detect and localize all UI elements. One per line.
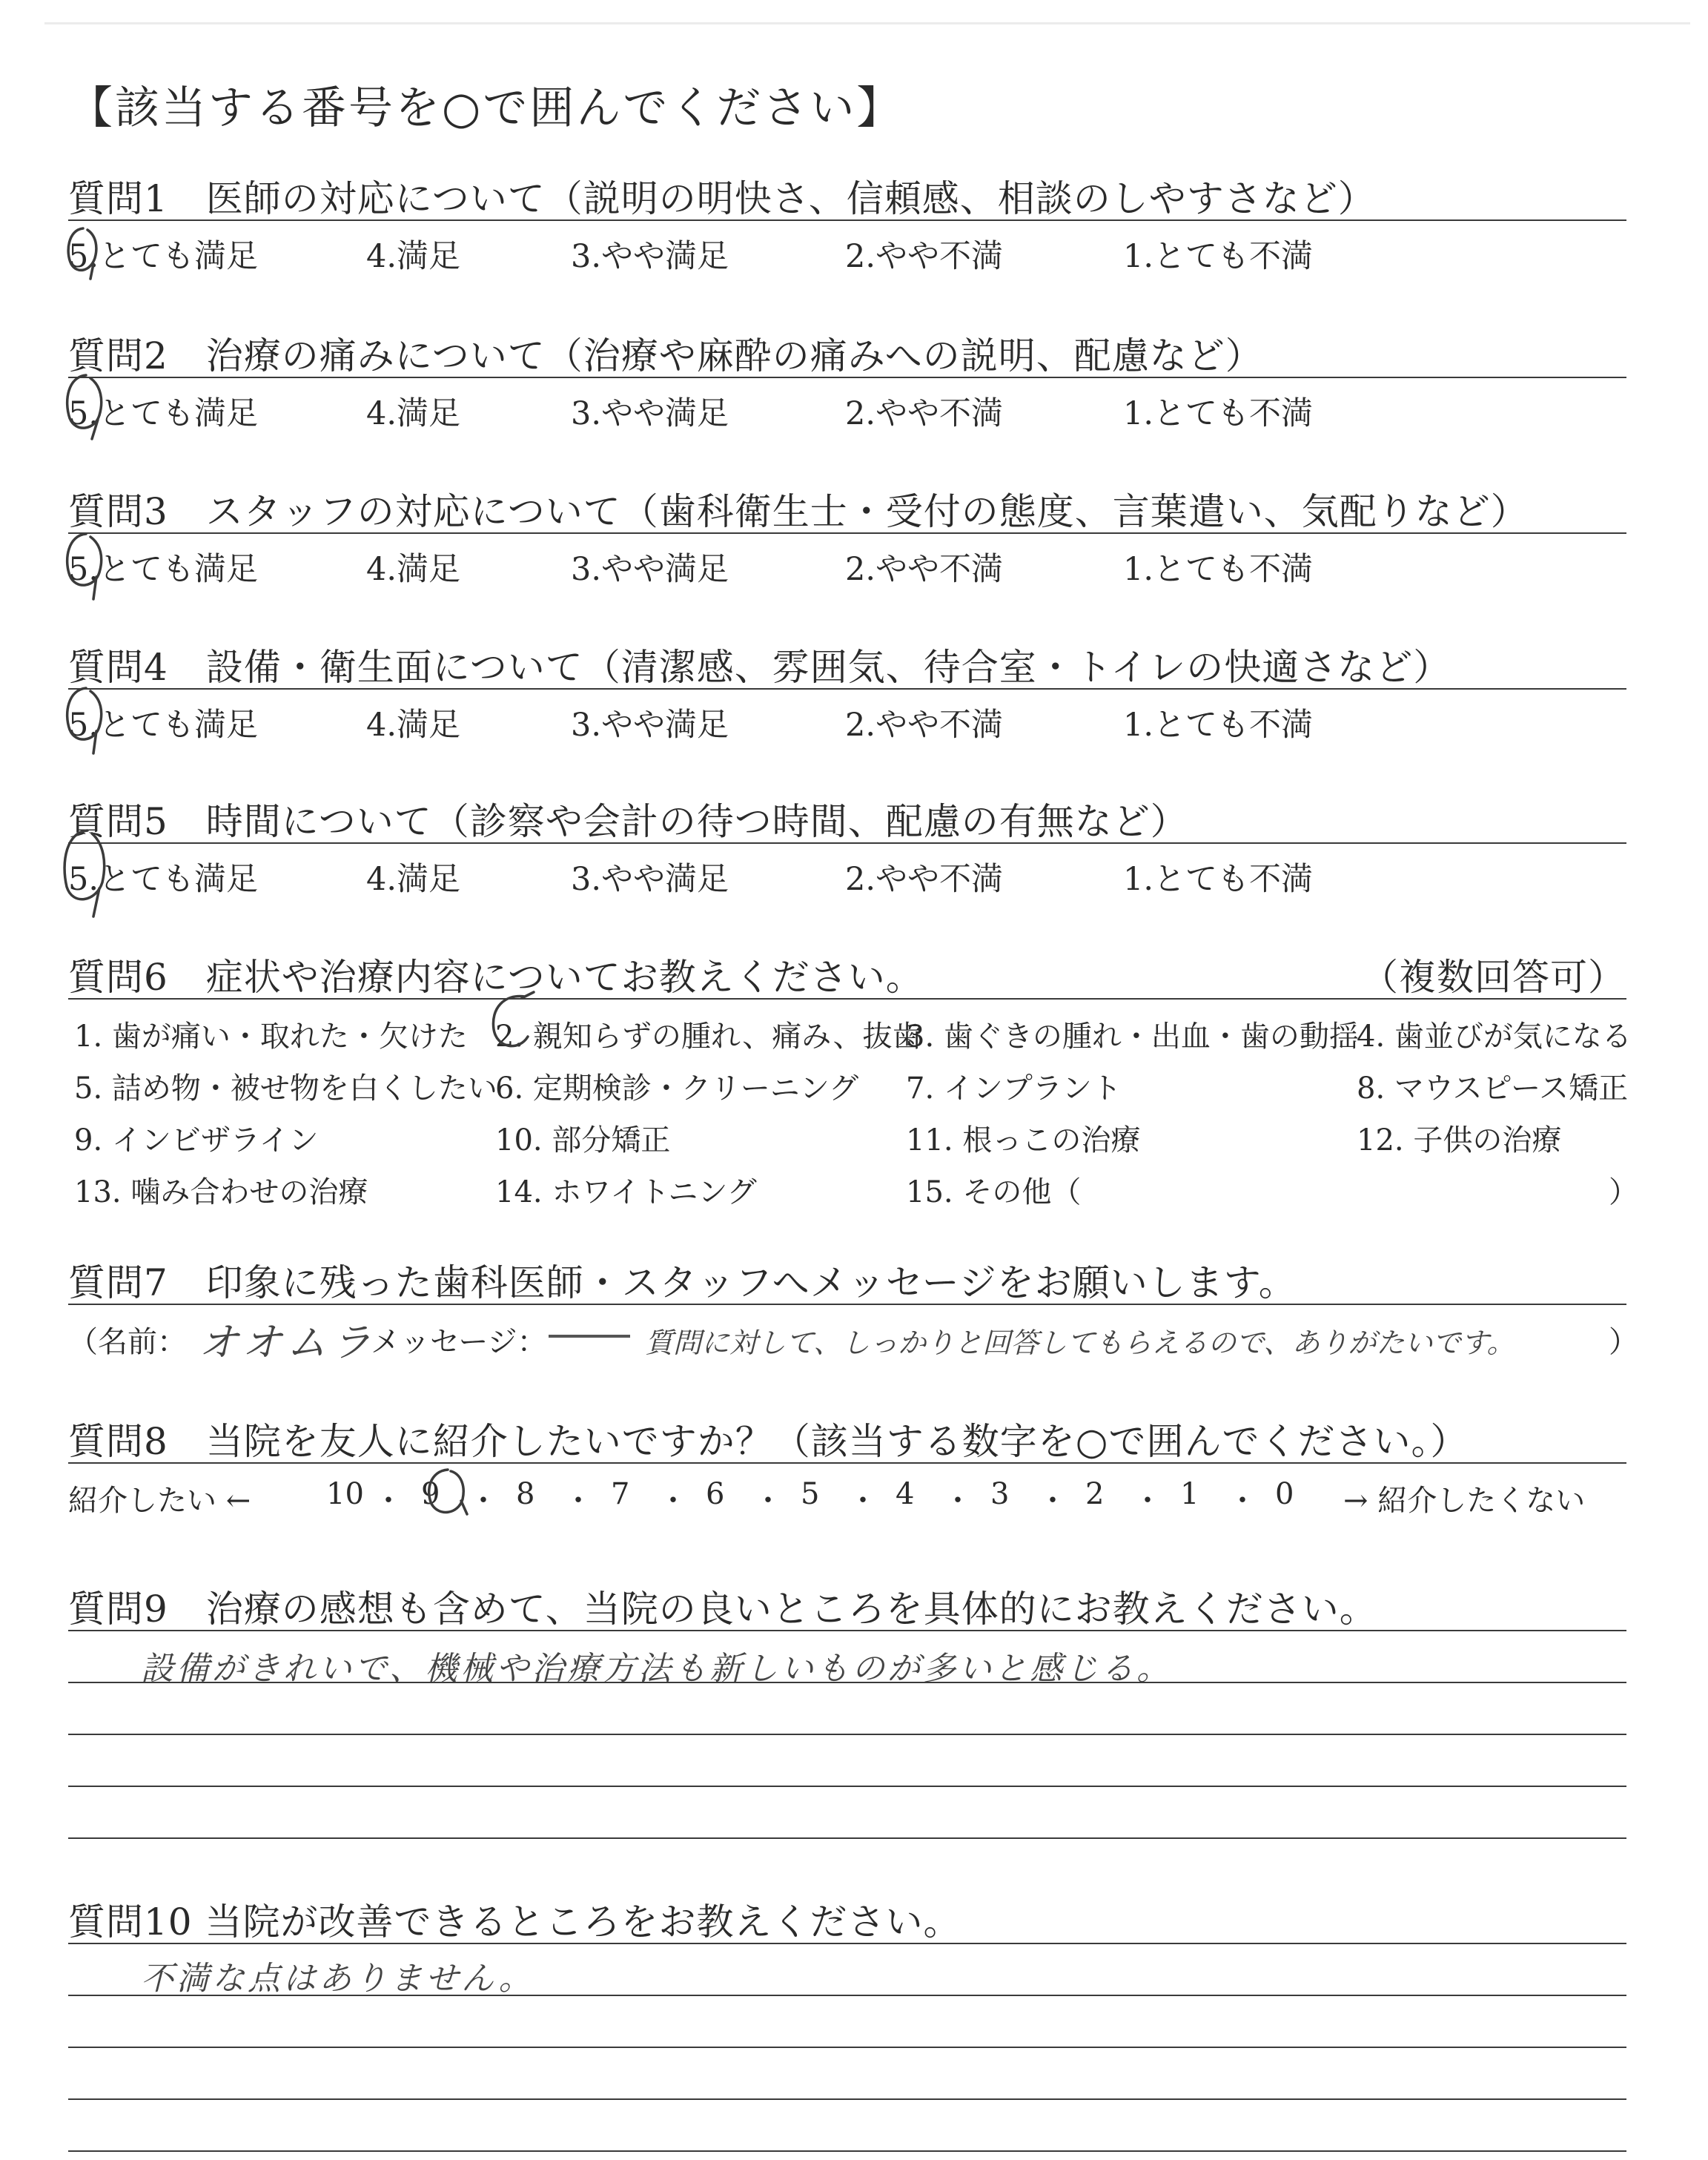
q3-option-1[interactable]: 1.とても不満 <box>1123 551 1314 588</box>
q9-rule-5 <box>68 1837 1626 1839</box>
q6-selection-circle <box>482 991 541 1057</box>
q4-option-4[interactable]: 4.満足 <box>366 707 461 744</box>
q6-item-14[interactable]: 14. ホワイトニング <box>495 1175 757 1209</box>
q3-option-5[interactable]: 5.とても満足 <box>68 551 259 588</box>
q8-scale-option-4[interactable]: 4 <box>896 1477 915 1511</box>
q6-item-8[interactable]: 8. マウスピース矯正 <box>1357 1071 1629 1106</box>
q10-rule-3 <box>68 2047 1626 2048</box>
q8-title: 質問8 当院を友人に紹介したいですか？（該当する数字を○で囲んでください。） <box>68 1420 1469 1463</box>
q8-scale-separator: ・ <box>943 1484 973 1518</box>
q6-item-10[interactable]: 10. 部分矯正 <box>495 1123 671 1157</box>
q9-rule-2 <box>68 1682 1626 1683</box>
q6-rule <box>68 998 1626 1000</box>
q6-item-7[interactable]: 7. インプラント <box>906 1071 1122 1106</box>
q6-item-15[interactable]: 15. その他（ <box>906 1175 1082 1209</box>
q6-item-9[interactable]: 9. インビザライン <box>74 1123 319 1157</box>
scan-edge <box>44 22 1690 24</box>
q2-option-1[interactable]: 1.とても不満 <box>1123 395 1314 432</box>
q6-item-12[interactable]: 12. 子供の治療 <box>1357 1123 1562 1157</box>
q6-item-4[interactable]: 4. 歯並びが気になる <box>1357 1020 1632 1054</box>
q7-rule <box>68 1304 1626 1305</box>
q6-item-5[interactable]: 5. 詰め物・被せ物を白くしたい <box>74 1071 497 1106</box>
q8-scale-option-2[interactable]: 2 <box>1085 1477 1105 1511</box>
q8-scale-option-9[interactable]: 9 <box>421 1477 440 1511</box>
q7-name-label: （名前： <box>68 1325 187 1359</box>
q7-close-paren: ） <box>1609 1325 1638 1359</box>
q9-rule-1 <box>68 1630 1626 1631</box>
q2-selection-circle <box>61 371 113 445</box>
q4-option-5[interactable]: 5.とても満足 <box>68 707 259 744</box>
q7-message-handwritten[interactable]: 質問に対して、しっかりと回答してもらえるので、ありがたいです。 <box>645 1327 1515 1359</box>
q5-selection-circle <box>58 825 117 921</box>
q6-title: 質問6 症状や治療内容についてお教えください。 <box>68 956 924 999</box>
q8-scale-separator: ・ <box>469 1484 498 1518</box>
q1-option-2[interactable]: 2.やや不満 <box>845 238 1004 275</box>
q8-rule <box>68 1462 1626 1464</box>
q4-rule <box>68 688 1626 690</box>
q3-title: 質問3 スタッフの対応について（歯科衛生士・受付の態度、言葉遣い、気配りなど） <box>68 490 1529 533</box>
q9-rule-3 <box>68 1734 1626 1735</box>
q8-scale-option-10[interactable]: 10 <box>326 1477 364 1511</box>
q5-rule <box>68 842 1626 844</box>
q4-selection-circle <box>61 684 113 758</box>
q4-option-2[interactable]: 2.やや不満 <box>845 707 1004 744</box>
q7-title: 質問7 印象に残った歯科医師・スタッフへメッセージをお願いします。 <box>68 1261 1297 1304</box>
q10-rule-2 <box>68 1995 1626 1996</box>
q8-scale-separator: ・ <box>658 1484 688 1518</box>
q9-answer-handwritten[interactable]: 設備がきれいで、機械や治療方法も新しいものが多いと感じる。 <box>141 1650 1173 1688</box>
q4-option-1[interactable]: 1.とても不満 <box>1123 707 1314 744</box>
q8-right-label: → 紹介したくない <box>1343 1484 1586 1518</box>
q9-rule-4 <box>68 1786 1626 1787</box>
q8-scale-separator: ・ <box>848 1484 878 1518</box>
q8-scale-separator: ・ <box>1038 1484 1068 1518</box>
q5-option-2[interactable]: 2.やや不満 <box>845 861 1004 898</box>
q7-message-label: メッセージ： <box>371 1325 547 1359</box>
q6-other-close: ） <box>1609 1175 1638 1209</box>
q8-scale-separator: ・ <box>1133 1484 1162 1518</box>
q8-scale-option-8[interactable]: 8 <box>516 1477 535 1511</box>
q8-scale-separator: ・ <box>1228 1484 1257 1518</box>
q8-left-label: 紹介したい ← <box>68 1484 251 1518</box>
q7-strike-scribble <box>549 1335 630 1338</box>
q2-option-3[interactable]: 3.やや満足 <box>571 395 729 432</box>
q8-scale-option-3[interactable]: 3 <box>990 1477 1010 1511</box>
q3-selection-circle <box>61 529 113 604</box>
q6-item-13[interactable]: 13. 噛み合わせの治療 <box>74 1175 368 1209</box>
q7-name-handwritten[interactable]: オオムラ <box>199 1319 376 1366</box>
q4-option-3[interactable]: 3.やや満足 <box>571 707 729 744</box>
q10-answer-handwritten[interactable]: 不満な点はありません。 <box>141 1960 534 1998</box>
instruction-heading: 【該当する番号を○で囲んでください】 <box>68 82 904 134</box>
q3-option-4[interactable]: 4.満足 <box>366 551 461 588</box>
q2-option-5[interactable]: 5.とても満足 <box>68 395 259 432</box>
q6-item-6[interactable]: 6. 定期検診・クリーニング <box>495 1071 859 1106</box>
q1-option-5[interactable]: 5.とても満足 <box>68 238 259 275</box>
q1-option-1[interactable]: 1.とても不満 <box>1123 238 1314 275</box>
q8-scale-option-5[interactable]: 5 <box>801 1477 820 1511</box>
q1-option-4[interactable]: 4.満足 <box>366 238 461 275</box>
q2-option-2[interactable]: 2.やや不満 <box>845 395 1004 432</box>
q2-rule <box>68 377 1626 378</box>
q5-option-3[interactable]: 3.やや満足 <box>571 861 729 898</box>
q3-option-3[interactable]: 3.やや満足 <box>571 551 729 588</box>
q5-option-1[interactable]: 1.とても不満 <box>1123 861 1314 898</box>
q6-multiple-note: （複数回答可） <box>1361 956 1626 999</box>
q4-title: 質問4 設備・衛生面について（清潔感、雰囲気、待合室・トイレの快適さなど） <box>68 646 1452 689</box>
q2-option-4[interactable]: 4.満足 <box>366 395 461 432</box>
q1-option-3[interactable]: 3.やや満足 <box>571 238 729 275</box>
q1-selection-circle <box>61 222 105 282</box>
q6-item-11[interactable]: 11. 根っこの治療 <box>906 1123 1141 1157</box>
q10-rule-5 <box>68 2150 1626 2152</box>
q6-item-1[interactable]: 1. 歯が痛い・取れた・欠けた <box>74 1020 468 1054</box>
q8-scale-separator: ・ <box>374 1484 403 1518</box>
q9-title: 質問9 治療の感想も含めて、当院の良いところを具体的にお教えください。 <box>68 1588 1377 1631</box>
q8-scale-option-1[interactable]: 1 <box>1180 1477 1199 1511</box>
q6-item-3[interactable]: 3. 歯ぐきの腫れ・出血・歯の動揺 <box>906 1020 1359 1054</box>
q10-title: 質問10 当院が改善できるところをお教えください。 <box>68 1900 961 1943</box>
q3-option-2[interactable]: 2.やや不満 <box>845 551 1004 588</box>
q8-scale-option-0[interactable]: 0 <box>1275 1477 1294 1511</box>
q10-rule-4 <box>68 2098 1626 2100</box>
q8-selection-circle <box>420 1465 479 1525</box>
q5-option-5[interactable]: 5.とても満足 <box>68 861 259 898</box>
q2-title: 質問2 治療の痛みについて（治療や麻酔の痛みへの説明、配慮など） <box>68 334 1263 377</box>
q8-scale-option-7[interactable]: 7 <box>611 1477 630 1511</box>
q5-title: 質問5 時間について（診察や会計の待つ時間、配慮の有無など） <box>68 800 1188 843</box>
q1-title: 質問1 医師の対応について（説明の明快さ、信頼感、相談のしやすさなど） <box>68 177 1376 220</box>
q3-rule <box>68 532 1626 534</box>
q10-rule-1 <box>68 1943 1626 1944</box>
q1-rule <box>68 219 1626 221</box>
q5-option-4[interactable]: 4.満足 <box>366 861 461 898</box>
q8-scale-option-6[interactable]: 6 <box>706 1477 725 1511</box>
q8-scale-separator: ・ <box>753 1484 783 1518</box>
q8-scale-separator: ・ <box>563 1484 593 1518</box>
q6-item-2[interactable]: 2. 親知らずの腫れ、痛み、抜歯 <box>495 1020 922 1054</box>
